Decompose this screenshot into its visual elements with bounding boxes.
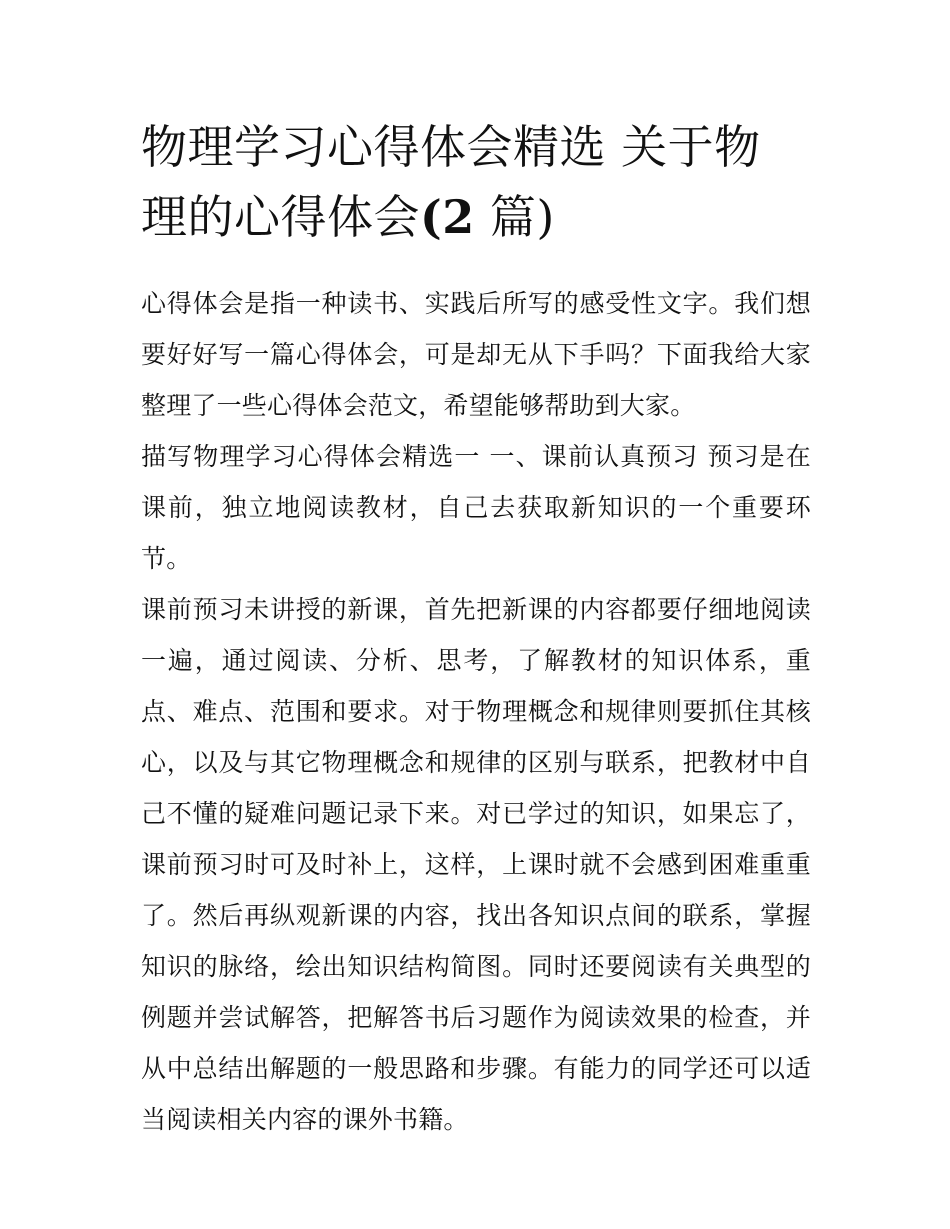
title-line-2-suffix: 篇) [474,190,555,244]
document-body [141,278,811,1145]
section-one-heading-paragraph: 描写物理学习心得体会精选一 一、课前认真预习 预习是在课前，独立地阅读教材，自己去获取新知识的一个重要环节。 [141,442,811,573]
document-content [141,112,811,1145]
preview-method-paragraph: 课前预习未讲授的新课，首先把新课的内容都要仔细地阅读一遍，通过阅读、分析、思考，了解教材的知识体系，重点、难点、范围和要求。对于物理概念和规律则要抓住其核心，以及与其它物理概念和规律的区别与联系，把教材中自己不懂的疑难问题记录下来。对已学过的知识，如果忘了，课前预习时可及时补上，这样，上课时就不会感到困难重重了。然后再纵观新课的内容，找出各知识点间的联系，掌握知识的脉络，绘出知识结构简图。同时还要阅读有关典型的例题并尝试解答，把解答书后习题作为阅读效果的检查，并从中总结出解题的一般思路和步骤。有能力的同学还可以适当阅读相关内容的课外书籍。 [141,595,811,1134]
document-title [141,112,811,252]
title-line-1: 物理学习心得体会精选 关于物 [141,120,761,174]
title-line-2-prefix: 理的心得体会 [141,190,420,244]
intro-paragraph: 心得体会是指一种读书、实践后所写的感受性文字。我们想要好好写一篇心得体会，可是却无从下手吗？下面我给大家整理了一些心得体会范文，希望能够帮助到大家。 [141,289,811,420]
title-article-count: (2 [420,190,475,244]
